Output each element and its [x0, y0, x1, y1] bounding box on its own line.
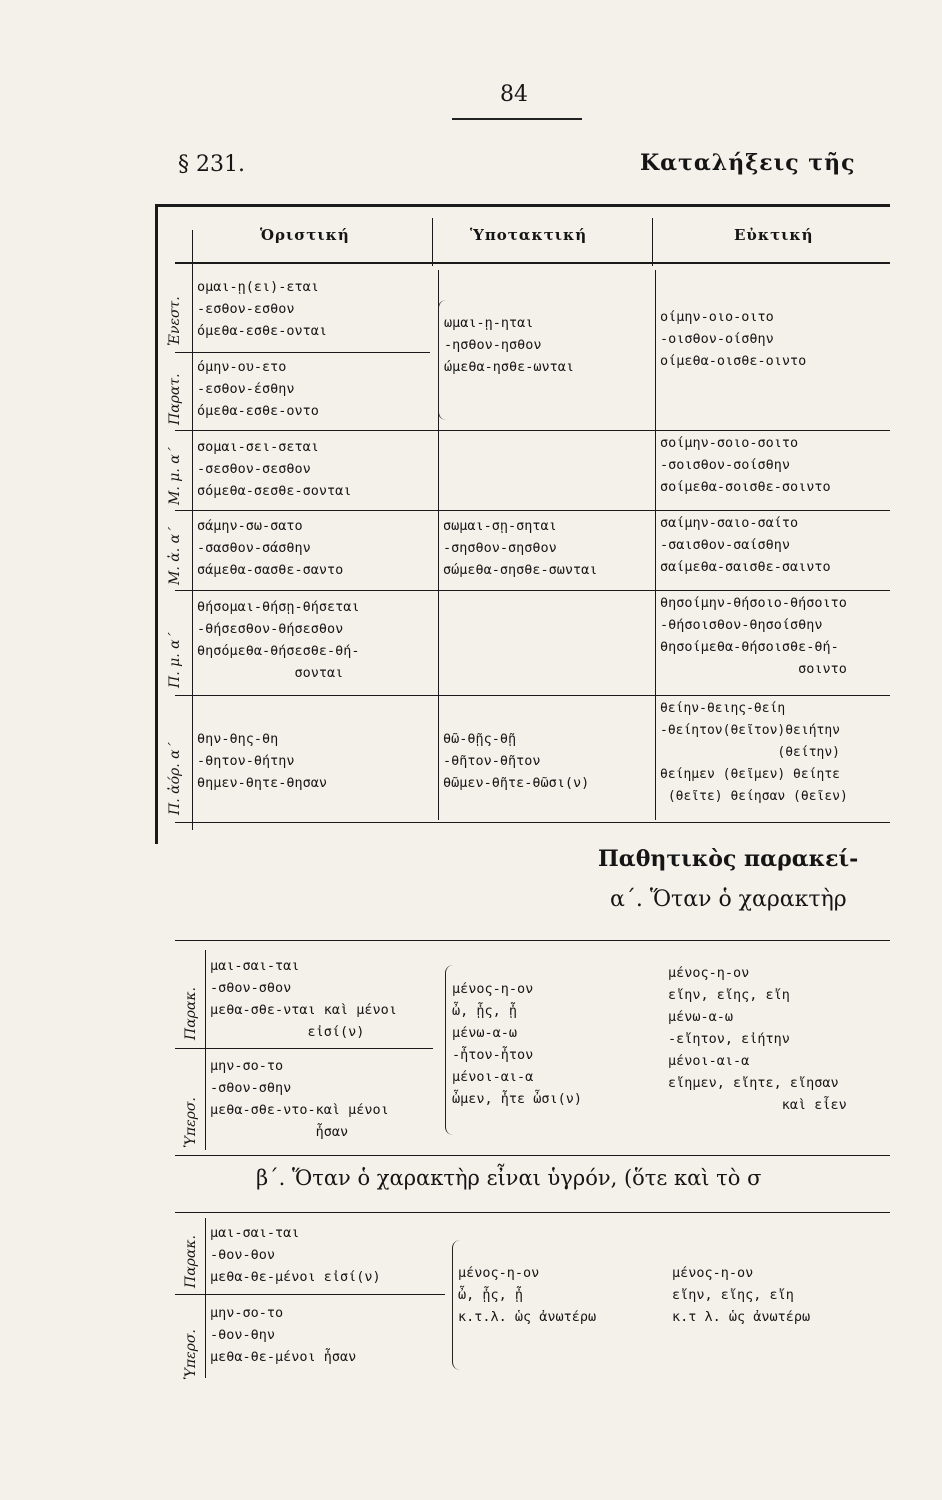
case-a-heading: α΄. Ὅταν ὁ χαρακτὴρ	[610, 887, 847, 912]
cell-indicative-future-passive: θήσομαι-θήσῃ-θήσεται -θήσεσθον-θήσεσθον θησόμεθα-θήσεσθε-θή- σονται	[197, 599, 360, 681]
cell-perfect-indicative-b: μαι-σαι-ται -θον-θον μεθα-θε-μένοι εἰσί(ν)	[210, 1225, 381, 1285]
page-number-rule	[452, 118, 582, 120]
row-label-future-middle: Μ. μ. α΄	[167, 447, 183, 505]
table3-row-separator	[175, 1294, 445, 1295]
cell-indicative-aorist-passive: θην-θης-θη -θητον-θήτην θημεν-θητε-θησαν	[197, 731, 328, 791]
cell-perfect-optative-b: μένος-η-ον εἴην, εἴης, εἴη κ.τ λ. ὡς ἀνωτέρω	[672, 1265, 811, 1325]
row-separator	[175, 695, 890, 696]
row-label-perfect-b: Παρακ.	[183, 1235, 199, 1288]
table2-top-border	[175, 940, 890, 941]
cell-optative-future-middle: σοίμην-σοιο-σοιτο -σοισθον-σοίσθην σοίμεθα-σοισθε-σοιντο	[660, 435, 831, 495]
cell-subjunctive-aorist-middle: σωμαι-σῃ-σηται -σησθον-σησθον σώμεθα-σησθε-σωνται	[443, 518, 598, 578]
table2-row-separator	[175, 1048, 433, 1049]
indicative-column-border	[432, 218, 433, 266]
page-number: 84	[500, 82, 528, 107]
cell-indicative-present: ομαι-ῃ(ει)-εται -εσθον-εσθον όμεθα-εσθε-ονται	[197, 279, 328, 339]
cell-optative-aorist-passive: θείην-θειης-θείη -θείητον(θεῖτον)θειήτην (θείτην) θείημεν (θεῖμεν) θείητε (θεῖτε) θείησαν (θεῖεν)	[660, 701, 848, 804]
table-left-border	[155, 204, 158, 844]
row-label-pluperfect-b: Ὑπερσ.	[183, 1329, 199, 1380]
row-label-pluperfect: Ὑπερσ.	[183, 1097, 199, 1148]
table-bottom-border	[175, 822, 890, 823]
col-header-indicative: Ὁριστική	[260, 226, 350, 244]
table3-label-border	[205, 1218, 206, 1378]
col-header-subjunctive: Ὑποτακτική	[470, 226, 588, 244]
cell-indicative-imperfect: όμην-ου-ετο -εσθον-έσθην όμεθα-εσθε-οντο	[197, 359, 319, 419]
table2-label-border	[205, 950, 206, 1150]
row-label-perfect: Παρακ.	[183, 987, 199, 1040]
table-top-border	[155, 204, 890, 207]
case-b-heading: β΄. Ὅταν ὁ χαρακτὴρ εἶναι ὑγρόν, (ὅτε καὶ τὸ σ	[256, 1166, 762, 1190]
cell-indicative-future-middle: σομαι-σει-σεται -σεσθον-σεσθον σόμεθα-σεσθε-σονται	[197, 439, 352, 499]
subjunctive-column-border	[652, 218, 653, 266]
optative-column-border-lower	[655, 270, 656, 820]
cell-pluperfect-indicative: μην-σο-το -σθον-σθην μεθα-σθε-ντο-καὶ μένοι ἦσαν	[210, 1058, 389, 1140]
cell-subjunctive-present: ωμαι-ῃ-ηται -ησθον-ησθον ώμεθα-ησθε-ωνται	[444, 315, 575, 375]
cell-optative-present: οίμην-οιο-οιτο -οισθον-οίσθην οίμεθα-οισθε-οιντο	[660, 309, 807, 369]
passive-heading: Παθητικὸς παρακεί-	[598, 846, 859, 872]
cell-indicative-aorist-middle: σάμην-σω-σατο -σασθον-σάσθην σάμεθα-σασθε-σαντο	[197, 518, 344, 578]
cell-perfect-subjunctive: μένος-η-ον ὦ, ᾖς, ᾖ μένω-α-ω -ἦτον-ἦτον μένοι-αι-α ὦμεν, ἦτε ὦσι(ν)	[452, 981, 583, 1107]
row-separator	[175, 590, 890, 591]
col-header-optative: Εὐκτική	[734, 226, 814, 244]
row-label-imperfect: Παρατ.	[167, 373, 183, 425]
table2-bottom-border	[175, 1155, 890, 1156]
label-column-border	[192, 230, 193, 830]
row-label-future-passive: Π. μ. α΄	[167, 632, 183, 688]
row-label-aorist-passive: Π. ἀόρ. α΄	[167, 742, 183, 815]
row-separator	[175, 510, 890, 511]
page-title: Καταλήξεις τῆς	[640, 150, 856, 176]
row-label-present: Ἐνεστ.	[167, 296, 183, 346]
cell-perfect-subjunctive-b: μένος-η-ον ὦ, ᾖς, ᾖ κ.τ.λ. ὡς ἀνωτέρω	[458, 1265, 597, 1325]
cell-pluperfect-indicative-b: μην-σο-το -θον-θην μεθα-θε-μένοι ἦσαν	[210, 1305, 357, 1365]
row-separator	[175, 430, 890, 431]
cell-optative-future-passive: θησοίμην-θήσοιο-θήσοιτο -θήσοισθον-θησοίσθην θησοίμεθα-θήσοισθε-θή- σοιντο	[660, 595, 847, 677]
cell-perfect-indicative: μαι-σαι-ται -σθον-σθον μεθα-σθε-νται καὶ μένοι εἰσί(ν)	[210, 958, 397, 1040]
cell-perfect-optative: μένος-η-ον εἴην, εἴης, εἴη μένω-α-ω -εἴητον, εἰήτην μένοι-αι-α εἴημεν, εἴητε, εἴησαν καὶ εἶεν	[668, 965, 847, 1113]
cell-optative-aorist-middle: σαίμην-σαιο-σαίτο -σαισθον-σαίσθην σαίμεθα-σαισθε-σαιντο	[660, 515, 831, 575]
cell-subjunctive-aorist-passive: θῶ-θῇς-θῇ -θῆτον-θῆτον θῶμεν-θῆτε-θῶσι(ν)	[443, 731, 590, 791]
header-underline	[175, 262, 890, 264]
row-separator	[175, 352, 430, 353]
table3-top-border	[175, 1212, 890, 1213]
section-number: § 231.	[178, 152, 245, 177]
row-label-aorist-middle: Μ. ἀ. α΄	[167, 526, 183, 585]
